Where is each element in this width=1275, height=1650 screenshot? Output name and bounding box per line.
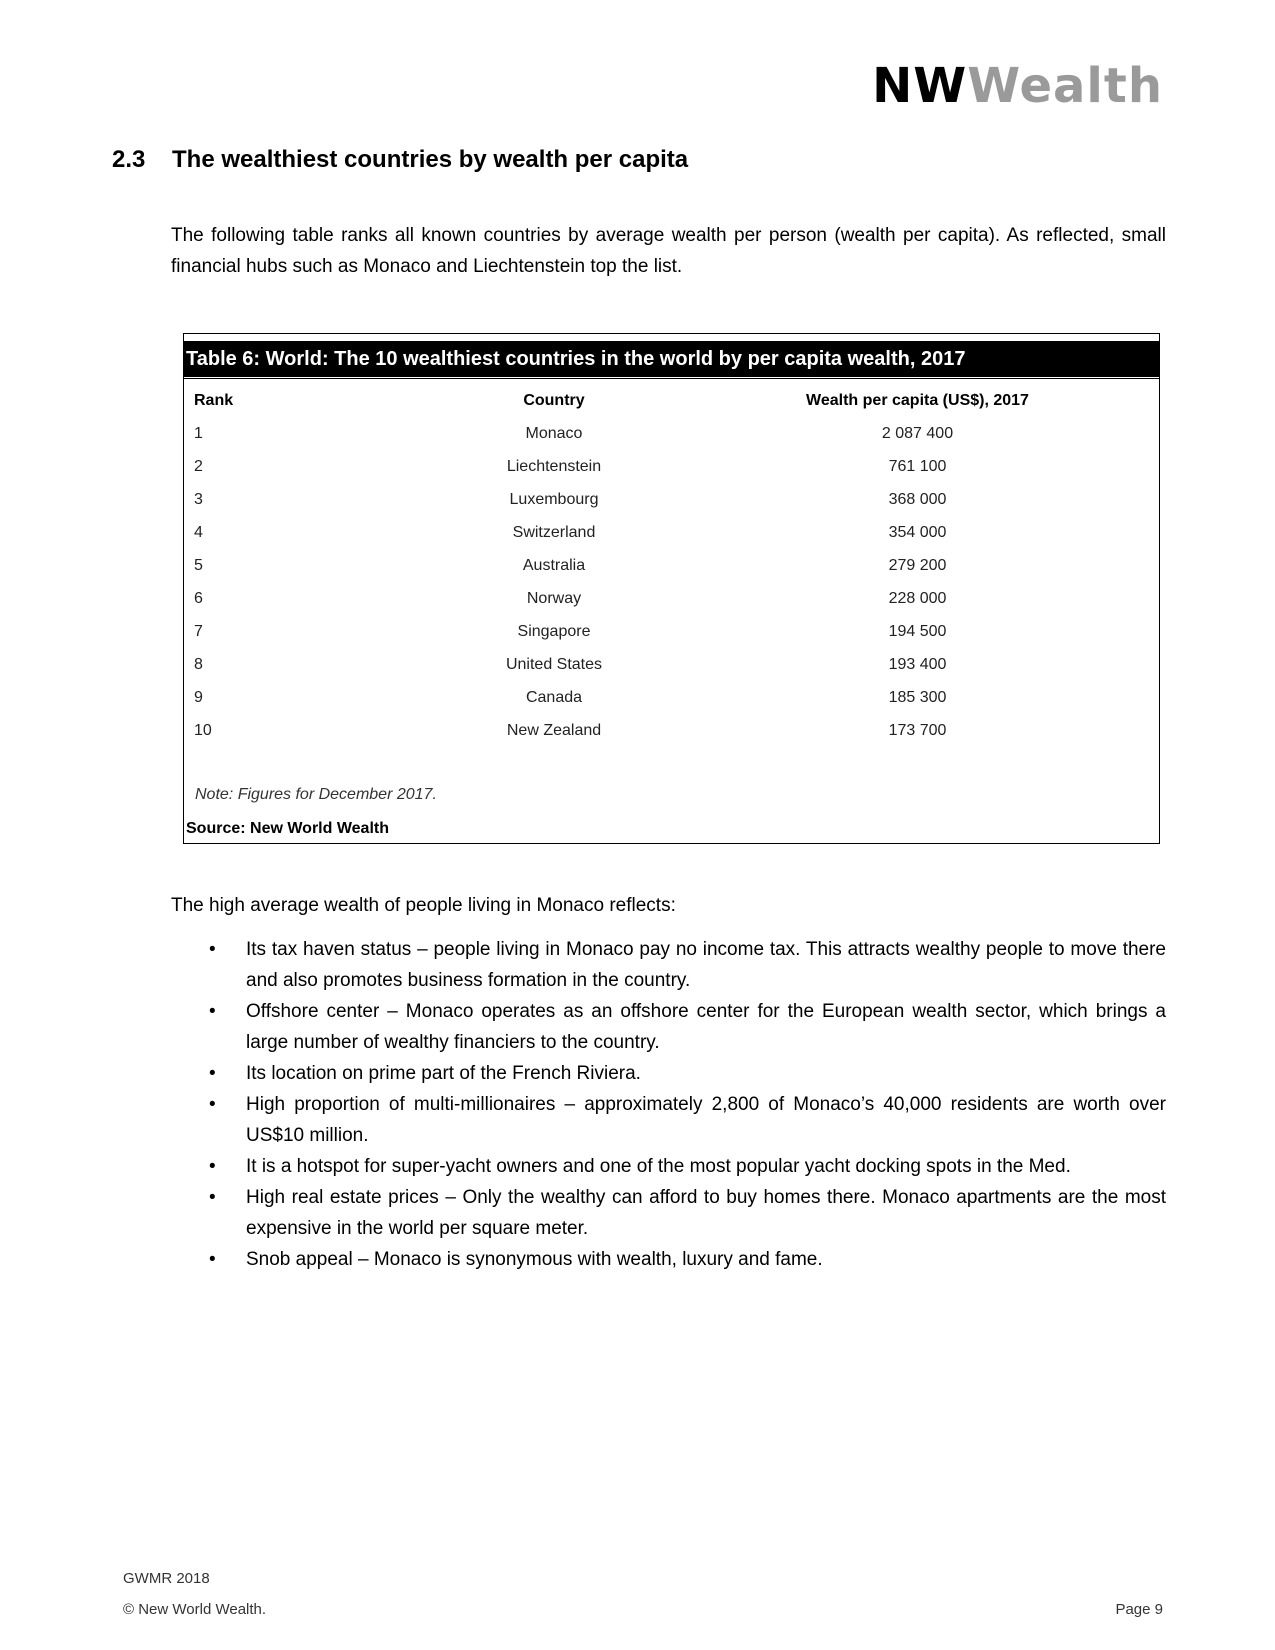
table-source: Source: New World Wealth: [186, 820, 389, 837]
bullet-icon: •: [209, 1249, 216, 1270]
cell-rank: 10: [194, 721, 212, 739]
cell-wealth: 194 500: [888, 622, 947, 640]
list-item: [171, 1089, 1166, 1151]
header-country: Country: [523, 391, 585, 409]
table-row: [194, 615, 1151, 648]
bullet-icon: •: [209, 939, 216, 960]
table-row: [194, 549, 1151, 582]
section-title: The wealthiest countries by wealth per capita: [172, 146, 689, 173]
footer-report-name: GWMR 2018: [123, 1570, 210, 1587]
cell-rank: 5: [194, 556, 203, 574]
list-item-text: Its tax haven status – people living in Monaco pay no income tax. This attracts wealthy people to move there and also promotes business formation in the country.: [246, 939, 1166, 991]
cell-wealth: 228 000: [888, 589, 947, 607]
cell-wealth: 2 087 400: [881, 424, 954, 442]
cell-rank: 9: [194, 688, 203, 706]
cell-country: United States: [505, 655, 603, 673]
cell-country: Norway: [526, 589, 582, 607]
list-item: [171, 996, 1166, 1058]
table-row: [194, 582, 1151, 615]
list-item: [171, 1058, 1166, 1089]
table-row: [194, 483, 1151, 516]
logo-nw: NW: [872, 58, 968, 114]
cell-country: Liechtenstein: [506, 457, 602, 475]
section-number: 2.3: [112, 146, 146, 173]
cell-rank: 4: [194, 523, 203, 541]
cell-rank: 1: [194, 424, 203, 442]
list-item: [171, 1182, 1166, 1244]
wealth-table: [194, 384, 1151, 747]
table-title: Table 6: World: The 10 wealthiest countries in the world by per capita wealth, 2017: [184, 341, 1159, 377]
cell-rank: 8: [194, 655, 203, 673]
cell-wealth: 279 200: [888, 556, 947, 574]
monaco-intro-paragraph: The high average wealth of people living in Monaco reflects:: [171, 895, 676, 916]
cell-wealth: 368 000: [888, 490, 947, 508]
table-row: [194, 714, 1151, 747]
bullet-icon: •: [209, 1001, 216, 1022]
cell-rank: 3: [194, 490, 203, 508]
cell-wealth: 761 100: [888, 457, 947, 475]
bullet-icon: •: [209, 1094, 216, 1115]
cell-country: Monaco: [525, 424, 583, 442]
table-row: [194, 450, 1151, 483]
bullet-icon: •: [209, 1187, 216, 1208]
table-header-row: [194, 384, 1151, 417]
header-wealth: Wealth per capita (US$), 2017: [806, 391, 1029, 409]
list-item-text: Its location on prime part of the French Riviera.: [246, 1063, 641, 1084]
cell-country: Canada: [525, 688, 583, 706]
list-item-text: Offshore center – Monaco operates as an offshore center for the European wealth sector, which brings a large number of wealthy financiers to the country.: [246, 1001, 1166, 1053]
cell-rank: 7: [194, 622, 203, 640]
cell-rank: 6: [194, 589, 203, 607]
cell-country: Luxembourg: [509, 490, 599, 508]
table-note: Note: Figures for December 2017.: [195, 786, 437, 803]
table-row: [194, 417, 1151, 450]
cell-wealth: 193 400: [888, 655, 947, 673]
table-row: [194, 516, 1151, 549]
list-item-text: High real estate prices – Only the wealthy can afford to buy homes there. Monaco apartments are the most expensive in the world per square meter.: [246, 1187, 1166, 1239]
cell-wealth: 354 000: [888, 523, 947, 541]
list-item-text: It is a hotspot for super-yacht owners and one of the most popular yacht docking spots in the Med.: [246, 1156, 1071, 1177]
cell-country: New Zealand: [506, 721, 602, 739]
bullet-icon: •: [209, 1156, 216, 1177]
nw-wealth-logo: [872, 58, 1163, 114]
list-item: [171, 1151, 1166, 1182]
list-item-text: High proportion of multi-millionaires – approximately 2,800 of Monaco’s 40,000 residents are worth over US$10 million.: [246, 1094, 1166, 1146]
footer-page-number: Page 9: [1115, 1601, 1163, 1618]
cell-rank: 2: [194, 457, 203, 475]
table-title-divider: [184, 378, 1159, 379]
header-rank: Rank: [194, 391, 234, 409]
list-item: [171, 1244, 1166, 1275]
footer-copyright: © New World Wealth.: [123, 1601, 267, 1618]
wealth-table-box: [183, 333, 1160, 844]
cell-country: Australia: [522, 556, 586, 574]
list-item-text: Snob appeal – Monaco is synonymous with wealth, luxury and fame.: [246, 1249, 823, 1270]
cell-country: Switzerland: [512, 523, 596, 541]
cell-wealth: 185 300: [888, 688, 947, 706]
table-row: [194, 681, 1151, 714]
cell-wealth: 173 700: [888, 721, 947, 739]
list-item: [171, 934, 1166, 996]
intro-paragraph: The following table ranks all known countries by average wealth per person (wealth per capita). As reflected, small financial hubs such as Monaco and Liechtenstein top the list.: [171, 225, 1166, 277]
section-heading: [112, 146, 688, 174]
table-row: [194, 648, 1151, 681]
logo-wealth: Wealth: [967, 58, 1163, 114]
bullet-icon: •: [209, 1063, 216, 1084]
cell-country: Singapore: [517, 622, 591, 640]
reasons-list: [171, 934, 1166, 1275]
